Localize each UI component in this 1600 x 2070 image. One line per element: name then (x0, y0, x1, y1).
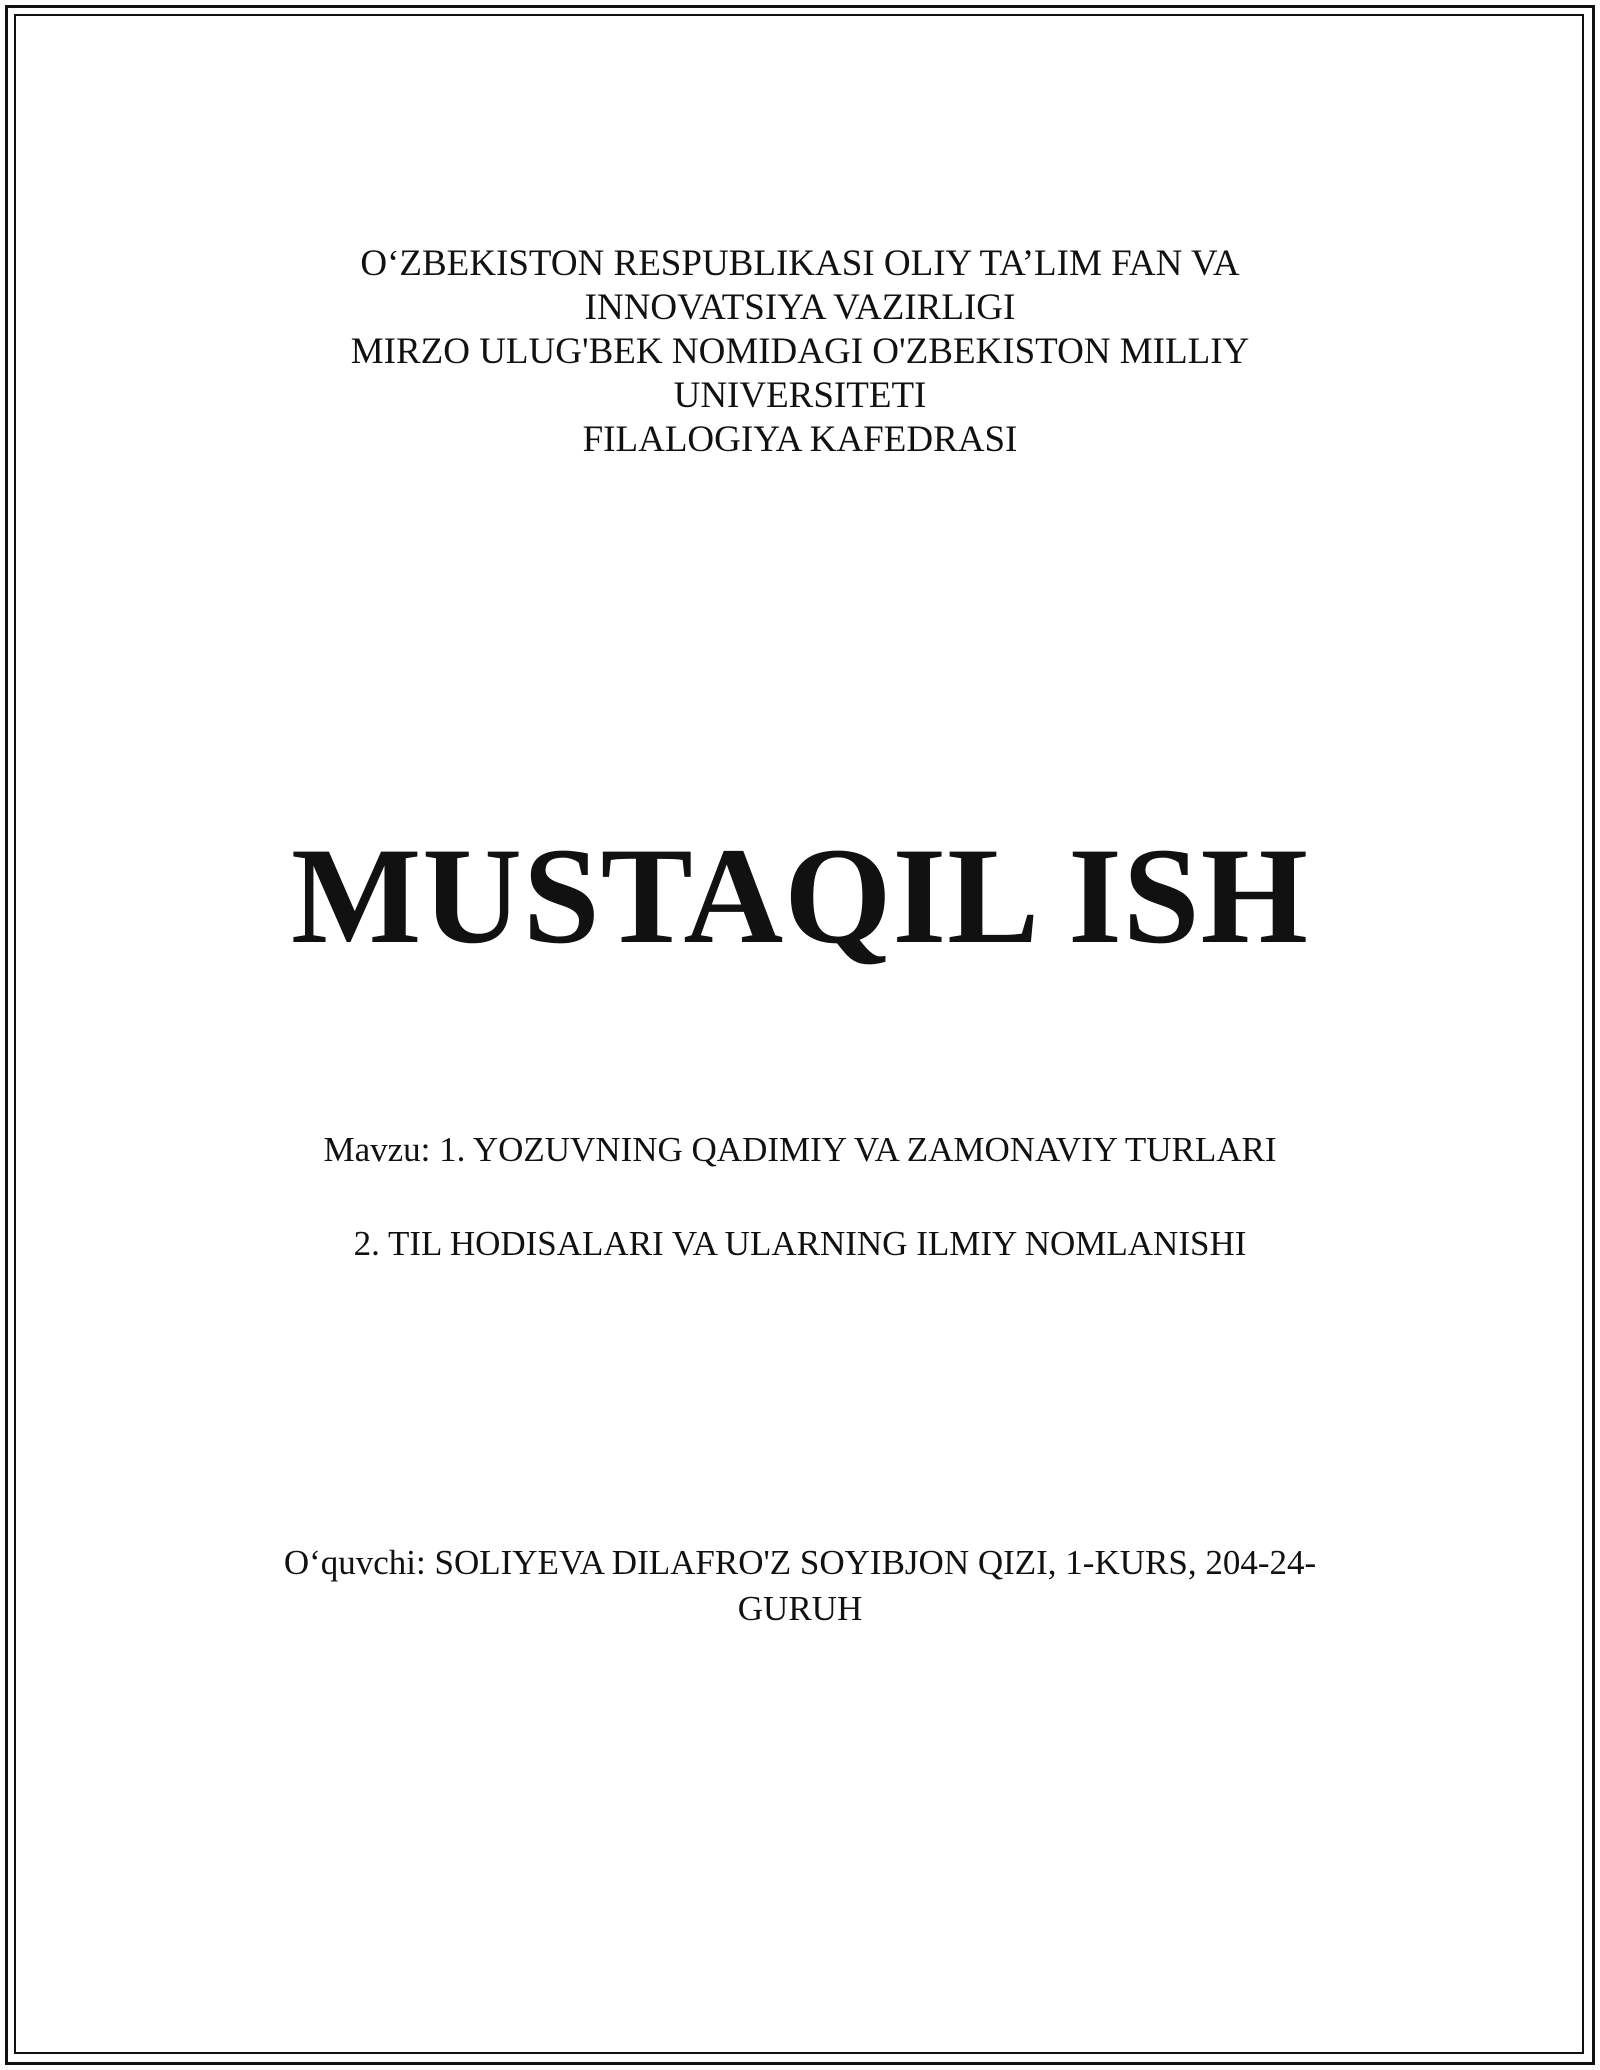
header-line-department: FILALOGIYA KAFEDRASI (582, 419, 1018, 460)
document-title: MUSTAQIL ISH (291, 819, 1309, 972)
header-line-university-1: MIRZO ULUG'BEK NOMIDAGI O'ZBEKISTON MILLIY (350, 331, 1250, 372)
topics-block (16, 1128, 1584, 1266)
student-line-1: O‘quvchi: SOLIYEVA DILAFRO'Z SOYIBJON QIZI, 1-KURS, 204-24- (283, 1543, 1317, 1582)
institution-header (16, 242, 1584, 462)
title-page (16, 16, 1584, 2054)
header-line-ministry-1: O‘ZBEKISTON RESPUBLIKASI OLIY TA’LIM FAN VA (360, 243, 1240, 284)
topic-line-1: Mavzu: 1. YOZUVNING QADIMIY VA ZAMONAVIY TURLARI (323, 1130, 1277, 1169)
student-line-2: GURUH (737, 1589, 863, 1628)
header-line-ministry-2: INNOVATSIYA VAZIRLIGI (584, 287, 1016, 328)
student-info (16, 1540, 1584, 1632)
header-line-university-2: UNIVERSITETI (673, 375, 927, 416)
topic-line-2: 2. TIL HODISALARI VA ULARNING ILMIY NOMLANISHI (353, 1224, 1247, 1263)
